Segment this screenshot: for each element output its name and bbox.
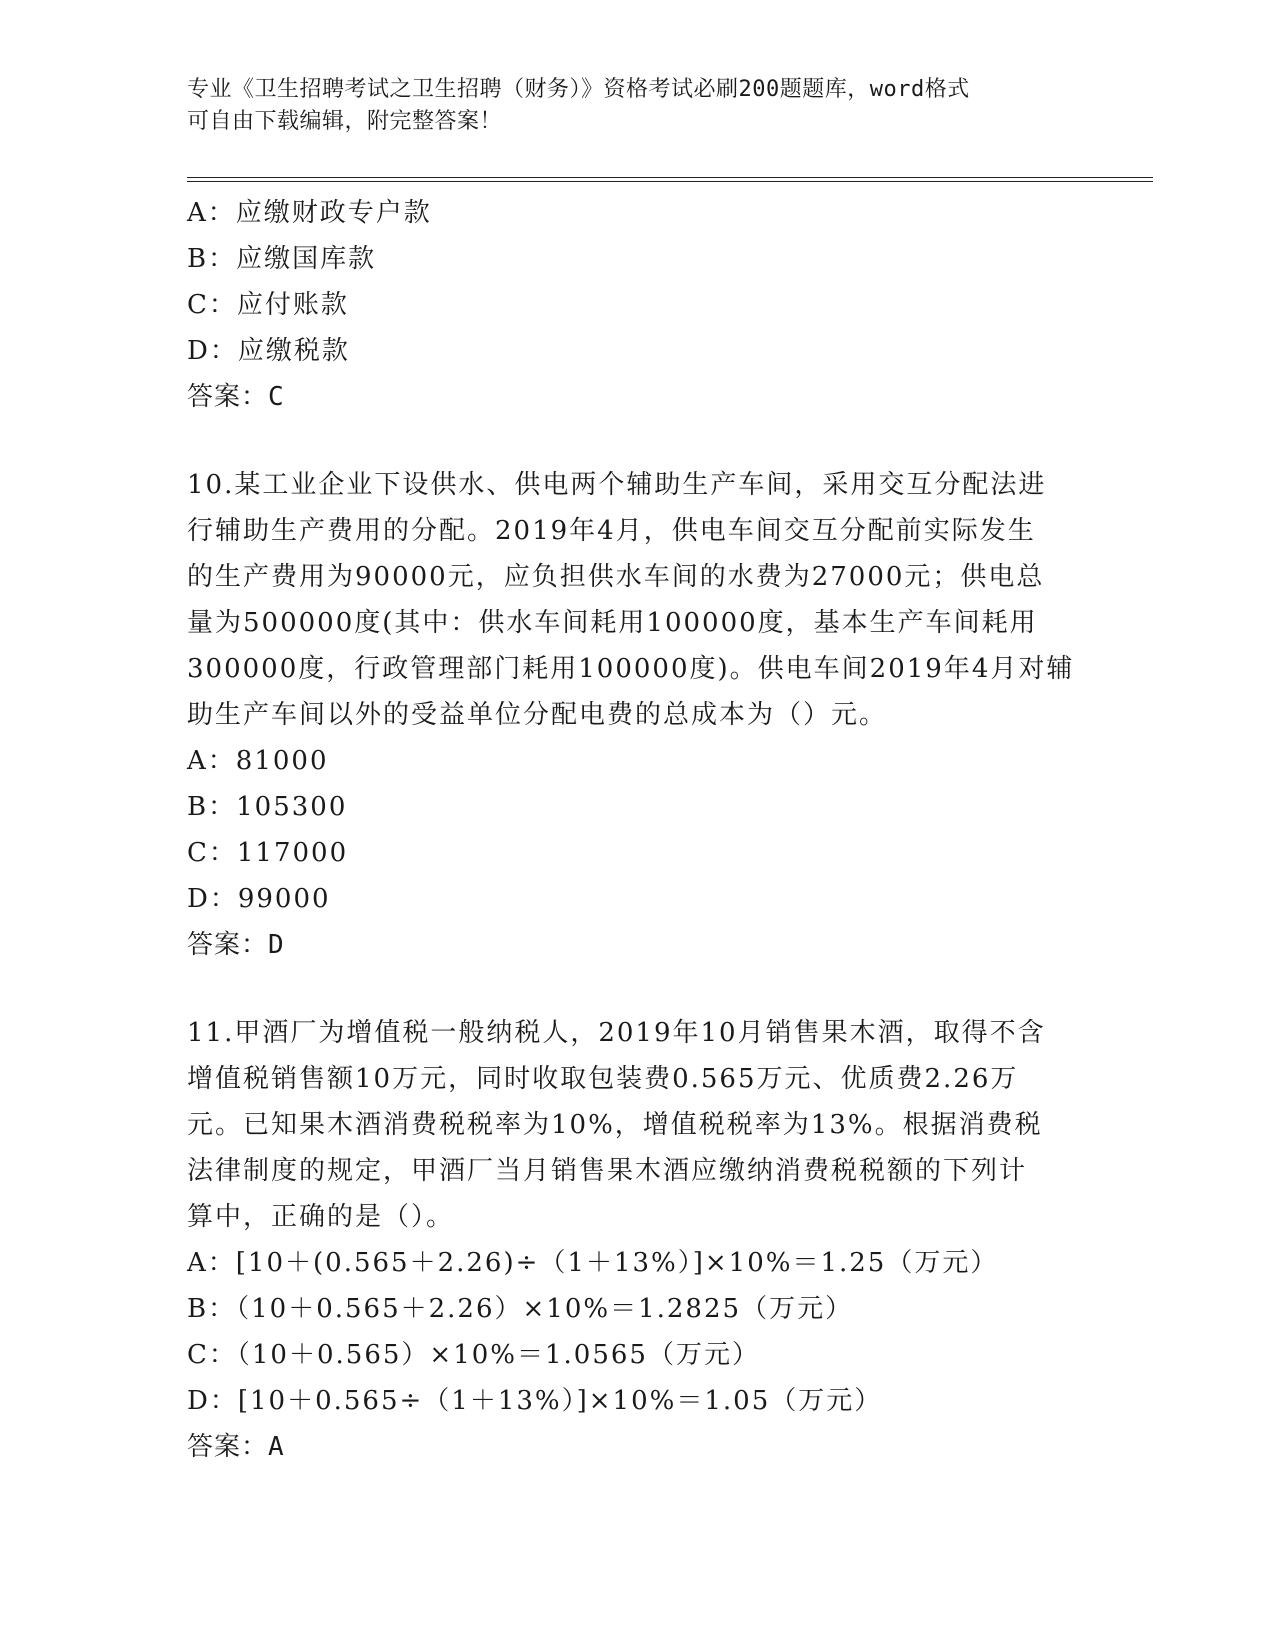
header-divider — [187, 177, 1153, 182]
spacer — [187, 420, 1087, 462]
option-a: A：应缴财政专户款 — [187, 198, 432, 228]
answer: 答案：D — [187, 930, 285, 960]
option-c: C：应付账款 — [187, 290, 349, 320]
answer: 答案：C — [187, 382, 285, 412]
option-b: B：应缴国库款 — [187, 244, 377, 274]
question-stem-line: 300000度，行政管理部门耗用100000度)。供电车间2019年4月对辅 — [187, 654, 1075, 684]
question-stem-line: 元。已知果木酒消费税税率为10%，增值税税率为13%。根据消费税 — [187, 1110, 1043, 1140]
question-11 — [187, 1010, 1087, 1470]
question-stem-line: 行辅助生产费用的分配。2019年4月，供电车间交互分配前实际发生 — [187, 516, 1036, 546]
option-b: B：105300 — [187, 792, 348, 822]
question-stem-line: 助生产车间以外的受益单位分配电费的总成本为（）元。 — [187, 700, 888, 730]
answer: 答案：A — [187, 1432, 285, 1462]
option-c: C：117000 — [187, 838, 349, 868]
document-header — [187, 74, 1087, 138]
option-d: D：99000 — [187, 884, 331, 914]
option-d: D：应缴税款 — [187, 336, 350, 366]
question-10 — [187, 462, 1087, 968]
header-title-line-2: 可自由下载编辑，附完整答案！ — [187, 109, 503, 134]
question-stem-line: 量为500000度(其中：供水车间耗用100000度，基本生产车间耗用 — [187, 608, 1038, 638]
question-stem-line: 法律制度的规定，甲酒厂当月销售果木酒应缴纳消费税税额的下列计 — [187, 1156, 1028, 1186]
question-9 — [187, 190, 1087, 420]
question-stem-line: 增值税销售额10万元，同时收取包装费0.565万元、优质费2.26万 — [187, 1064, 1019, 1094]
question-stem-line: 11.甲酒厂为增值税一般纳税人，2019年10月销售果木酒，取得不含 — [187, 1018, 1046, 1048]
option-d: D：[10＋0.565÷（1＋13%）]×10%＝1.05（万元） — [187, 1386, 883, 1416]
question-stem-line: 10.某工业企业下设供水、供电两个辅助生产车间，采用交互分配法进 — [187, 470, 1047, 500]
question-stem-line: 算中，正确的是（）。 — [187, 1202, 455, 1232]
option-b: B：（10＋0.565＋2.26）×10%＝1.2825（万元） — [187, 1294, 854, 1324]
option-a: A：[10＋(0.565＋2.26)÷（1＋13%）]×10%＝1.25（万元） — [187, 1248, 999, 1278]
option-a: A：81000 — [187, 746, 329, 776]
question-content — [187, 190, 1087, 1470]
option-c: C：（10＋0.565）×10%＝1.0565（万元） — [187, 1340, 760, 1370]
spacer — [187, 968, 1087, 1010]
question-stem-line: 的生产费用为90000元，应负担供水车间的水费为27000元；供电总 — [187, 562, 1045, 592]
header-title-line-1: 专业《卫生招聘考试之卫生招聘（财务）》资格考试必刷200题题库，word格式 — [187, 77, 970, 102]
